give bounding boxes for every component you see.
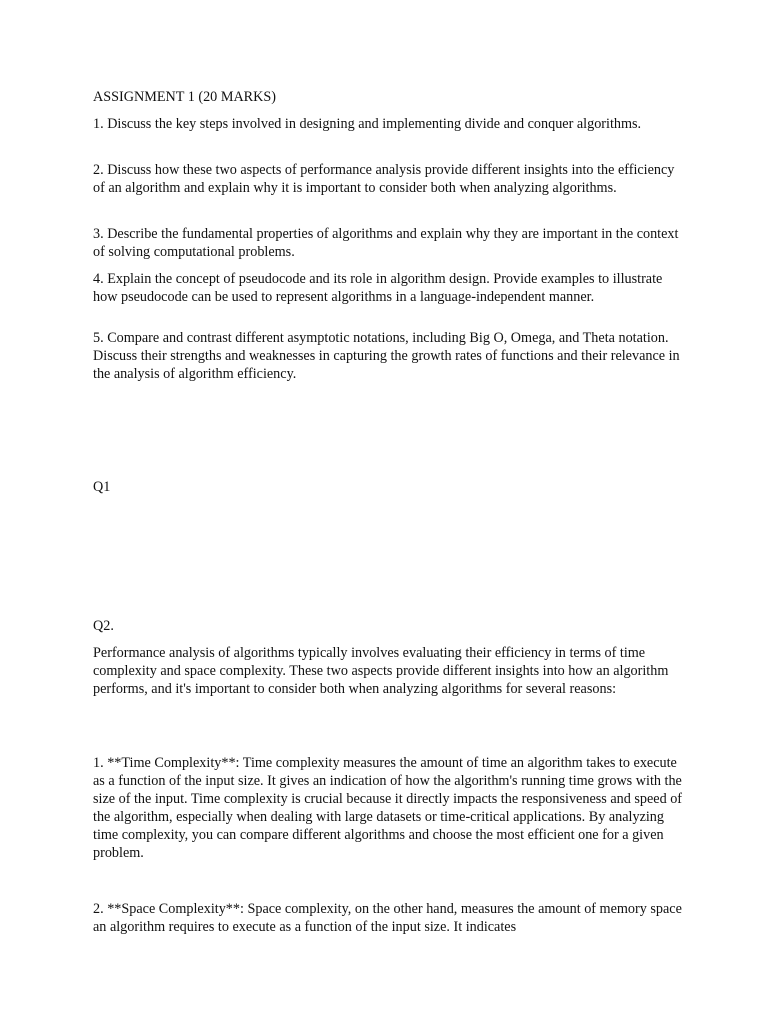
question-3: 3. Describe the fundamental properties of algorithms and explain why they are important in the context of solving computational problems. (93, 226, 679, 260)
q1-heading: Q1 (93, 479, 111, 495)
q2-intro-paragraph: Performance analysis of algorithms typically involves evaluating their efficiency in terms of time complexity and space complexity. These two aspects provide different insights into how an algorithm performs, and it's important to consider both when analyzing algorithms for several reasons: (93, 645, 669, 697)
q2-space-complexity-paragraph: 2. **Space Complexity**: Space complexity, on the other hand, measures the amount of memory space an algorithm requires to execute as a function of the input size. It indicates (93, 901, 682, 935)
q2-time-complexity-paragraph: 1. **Time Complexity**: Time complexity measures the amount of time an algorithm takes to execute as a function of the input size. It gives an indication of how the algorithm's running time grows with the size of the input. Time complexity is crucial because it directly impacts the responsiveness and speed of the algorithm, especially when dealing with large datasets or time-critical applications. By analyzing time complexity, you can compare different algorithms and choose the most efficient one for a given problem. (93, 755, 683, 861)
q2-heading: Q2. (93, 618, 114, 634)
question-2: 2. Discuss how these two aspects of performance analysis provide different insights into the efficiency of an algorithm and explain why it is important to consider both when analyzing algorithms. (93, 162, 675, 196)
question-4: 4. Explain the concept of pseudocode and its role in algorithm design. Provide examples to illustrate how pseudocode can be used to represent algorithms in a language-independent manner. (93, 271, 663, 305)
question-5: 5. Compare and contrast different asymptotic notations, including Big O, Omega, and Theta notation. Discuss their strengths and weaknesses in capturing the growth rates of functions and their relevance in the analysis of algorithm efficiency. (93, 330, 680, 382)
assignment-title: ASSIGNMENT 1 (20 MARKS) (93, 89, 277, 105)
question-1: 1. Discuss the key steps involved in designing and implementing divide and conquer algorithms. (93, 116, 642, 132)
